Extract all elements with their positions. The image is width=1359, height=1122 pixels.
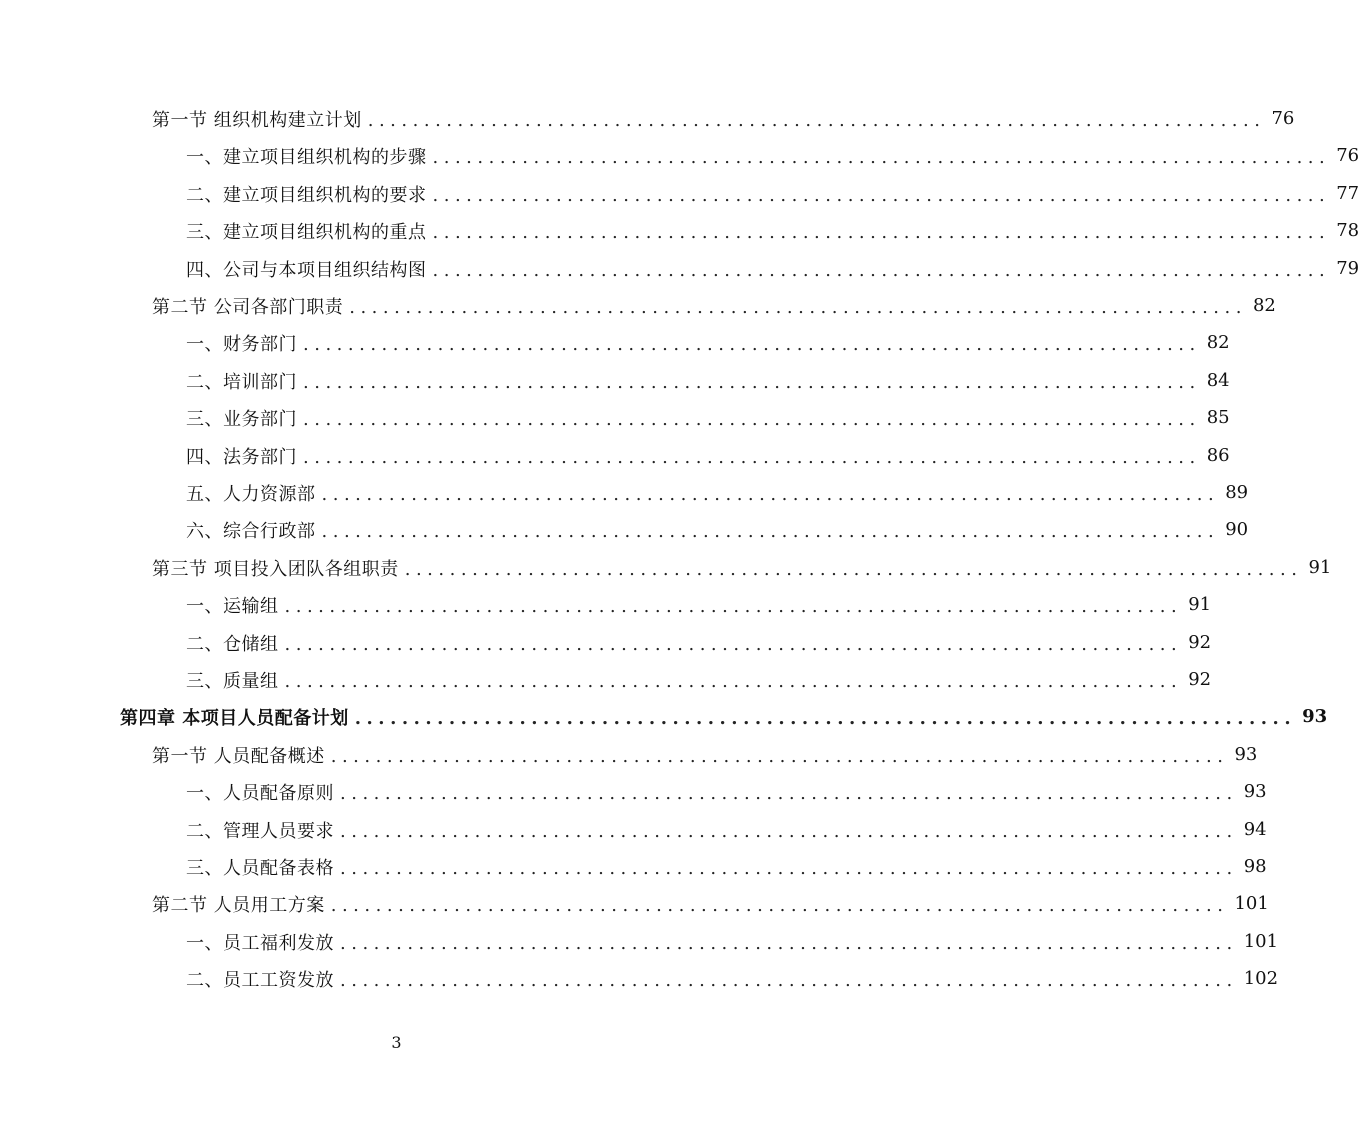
toc-entry-section[interactable] <box>152 549 1332 586</box>
toc-entry-item[interactable] <box>186 362 1230 399</box>
toc-entry-page: 91 <box>1188 594 1212 615</box>
toc-entry-page: 82 <box>1252 295 1276 316</box>
toc-entry-page: 90 <box>1225 519 1249 540</box>
toc-entry-section[interactable] <box>152 885 1269 922</box>
dot-leader: ................................................................................ <box>330 745 1229 767</box>
toc-entry-page: 76 <box>1271 108 1295 129</box>
dot-leader: ................................................................................ <box>321 520 1220 542</box>
toc-entry-page: 89 <box>1225 482 1249 503</box>
toc-entry-page: 91 <box>1308 557 1332 578</box>
toc-entry-item[interactable] <box>186 848 1267 885</box>
toc-entry-title: 一、财务部门 <box>186 333 297 355</box>
toc-entry-page: 85 <box>1206 407 1230 428</box>
toc-entry-title: 一、员工福利发放 <box>186 932 334 954</box>
dot-leader: ................................................................................ <box>340 969 1238 991</box>
dot-leader: ................................................................................ <box>432 146 1331 168</box>
toc-entry-page: 76 <box>1336 145 1359 166</box>
toc-entry-page: 93 <box>1234 744 1258 765</box>
toc-entry-title: 三、人员配备表格 <box>186 857 334 879</box>
toc-entry-chapter[interactable] <box>120 698 1328 735</box>
toc-entry-item[interactable] <box>186 511 1249 548</box>
toc-entry-title: 二、员工工资发放 <box>186 969 334 991</box>
toc-entry-page: 101 <box>1243 931 1279 952</box>
dot-leader: ................................................................................ <box>404 558 1303 580</box>
toc-entry-item[interactable] <box>186 474 1249 511</box>
toc-entry-title: 一、建立项目组织机构的步骤 <box>186 146 427 168</box>
toc-entry-title: 第三节 项目投入团队各组职责 <box>152 558 399 580</box>
dot-leader: ................................................................................ <box>354 707 1297 729</box>
dot-leader: ................................................................................ <box>284 633 1183 655</box>
toc-entry-item[interactable] <box>186 586 1212 623</box>
dot-leader: ................................................................................ <box>340 820 1238 842</box>
toc-entry-title: 四、公司与本项目组织结构图 <box>186 259 427 281</box>
toc-entry-item[interactable] <box>186 923 1279 960</box>
dot-leader: ................................................................................ <box>303 333 1201 355</box>
toc-entry-item[interactable] <box>186 960 1279 997</box>
dot-leader: ................................................................................ <box>321 483 1220 505</box>
toc-entry-page: 79 <box>1336 258 1359 279</box>
dot-leader: ................................................................................ <box>330 894 1229 916</box>
toc-entry-title: 五、人力资源部 <box>186 483 316 505</box>
dot-leader: ................................................................................ <box>349 296 1247 318</box>
toc-entry-item[interactable] <box>186 811 1267 848</box>
toc-entry-title: 第二节 公司各部门职责 <box>152 296 344 318</box>
toc-entry-section[interactable] <box>152 287 1276 324</box>
toc-entry-item[interactable] <box>186 399 1230 436</box>
dot-leader: ................................................................................ <box>284 595 1183 617</box>
toc-entry-title: 三、建立项目组织机构的重点 <box>186 221 427 243</box>
toc-entry-page: 102 <box>1243 968 1279 989</box>
toc-entry-item[interactable] <box>186 250 1359 287</box>
toc-entry-page: 94 <box>1243 819 1267 840</box>
toc-entry-page: 98 <box>1243 856 1267 877</box>
toc-entry-page: 86 <box>1206 445 1230 466</box>
toc-entry-title: 一、运输组 <box>186 595 279 617</box>
toc-entry-title: 第二节 人员用工方案 <box>152 894 325 916</box>
toc-entry-title: 三、业务部门 <box>186 408 297 430</box>
toc-entry-page: 84 <box>1206 370 1230 391</box>
toc-entry-item[interactable] <box>186 661 1212 698</box>
toc-entry-title: 二、仓储组 <box>186 633 279 655</box>
toc-entry-page: 82 <box>1206 332 1230 353</box>
toc-entry-item[interactable] <box>186 624 1212 661</box>
toc-entry-page: 92 <box>1188 632 1212 653</box>
toc-entry-title: 第四章 本项目人员配备计划 <box>120 707 349 729</box>
dot-leader: ................................................................................ <box>303 446 1201 468</box>
toc-entry-title: 第一节 人员配备概述 <box>152 745 325 767</box>
toc-entry-item[interactable] <box>186 137 1359 174</box>
toc-entry-title: 二、培训部门 <box>186 371 297 393</box>
dot-leader: ................................................................................ <box>432 184 1331 206</box>
toc-entry-title: 二、建立项目组织机构的要求 <box>186 184 427 206</box>
toc-entry-section[interactable] <box>152 100 1295 137</box>
dot-leader: ................................................................................ <box>303 371 1201 393</box>
toc-entry-page: 93 <box>1243 781 1267 802</box>
toc-entry-page: 77 <box>1336 183 1359 204</box>
toc-entry-title: 一、人员配备原则 <box>186 782 334 804</box>
dot-leader: ................................................................................ <box>432 221 1331 243</box>
toc-entry-page: 101 <box>1234 893 1269 914</box>
toc-entry-page: 93 <box>1302 706 1328 727</box>
dot-leader: ................................................................................ <box>340 782 1238 804</box>
toc-entry-page: 78 <box>1336 220 1359 241</box>
dot-leader: ................................................................................ <box>303 408 1201 430</box>
toc-entry-item[interactable] <box>186 175 1359 212</box>
dot-leader: ................................................................................ <box>432 259 1331 281</box>
toc-entry-item[interactable] <box>186 773 1267 810</box>
dot-leader: ................................................................................ <box>367 109 1266 131</box>
dot-leader: ................................................................................ <box>284 670 1183 692</box>
toc-entry-item[interactable] <box>186 324 1230 361</box>
toc-entry-page: 92 <box>1188 669 1212 690</box>
dot-leader: ................................................................................ <box>340 857 1238 879</box>
toc-entry-title: 二、管理人员要求 <box>186 820 334 842</box>
dot-leader: ................................................................................ <box>340 932 1238 954</box>
toc-entry-item[interactable] <box>186 212 1359 249</box>
toc-entry-title: 第一节 组织机构建立计划 <box>152 109 362 131</box>
toc-entry-item[interactable] <box>186 437 1230 474</box>
toc-entry-title: 四、法务部门 <box>186 446 297 468</box>
toc-entry-title: 三、质量组 <box>186 670 279 692</box>
page-number: 3 <box>391 1033 402 1052</box>
toc-entry-section[interactable] <box>152 736 1258 773</box>
toc-entry-title: 六、综合行政部 <box>186 520 316 542</box>
